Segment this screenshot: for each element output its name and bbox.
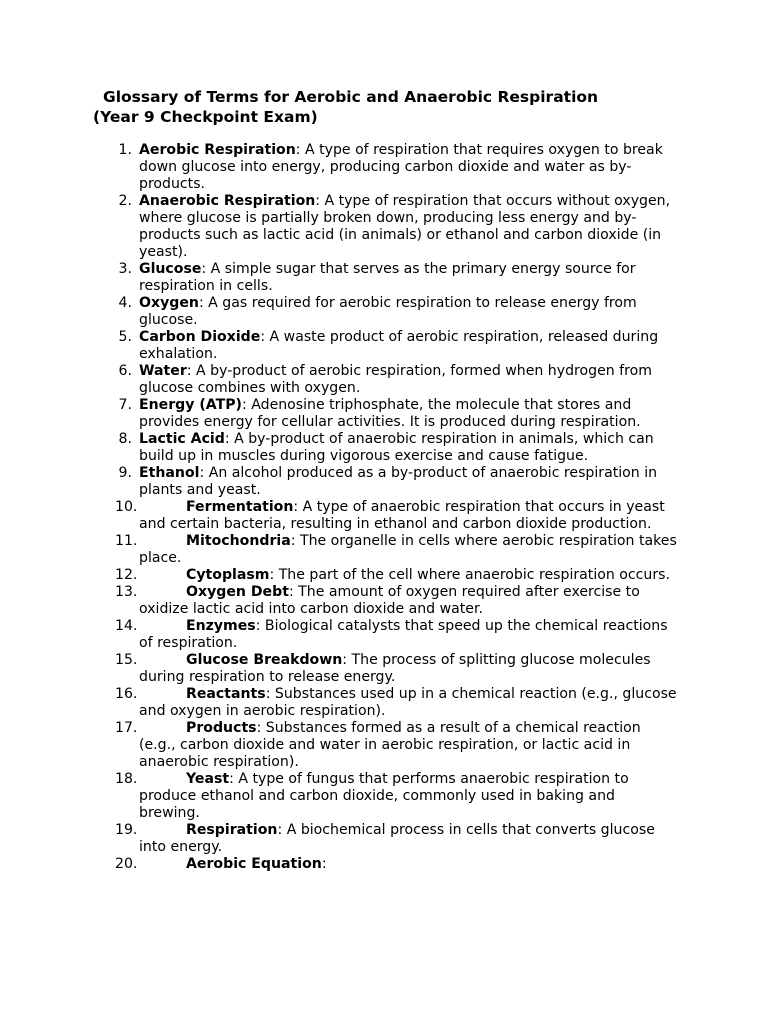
- entry-term: Fermentation: [186, 499, 294, 515]
- glossary-entry: [0, 329, 679, 363]
- entry-term: Glucose: [139, 261, 202, 277]
- entry-term: Lactic Acid: [139, 431, 225, 447]
- entry-term: Anaerobic Respiration: [139, 193, 316, 209]
- title-line-1: Glossary of Terms for Aerobic and Anaerobic Respiration: [103, 88, 599, 106]
- glossary-entry: [0, 397, 679, 431]
- glossary-entry: [0, 499, 679, 533]
- glossary-entry: [0, 363, 679, 397]
- entry-term: Glucose Breakdown: [186, 652, 343, 668]
- entry-definition: : Biological catalysts that speed up the chemical reactions of respiration.: [139, 618, 668, 651]
- entry-number: 20.: [115, 856, 138, 872]
- document-title: [93, 87, 713, 127]
- entry-definition: : The organelle in cells where aerobic respiration takes place.: [139, 533, 677, 566]
- entry-definition: : A type of respiration that requires oxygen to break down glucose into energy, producing carbon dioxide and water as by-products.: [139, 142, 663, 192]
- entry-term: Mitochondria: [186, 533, 291, 549]
- glossary-entry: [0, 686, 679, 720]
- entry-definition: : The amount of oxygen required after exercise to oxidize lactic acid into carbon dioxide and water.: [139, 584, 640, 617]
- entry-definition: : A type of anaerobic respiration that occurs in yeast and certain bacteria, resulting in ethanol and carbon dioxide production.: [139, 499, 665, 532]
- title-line-2: (Year 9 Checkpoint Exam): [93, 108, 318, 126]
- entry-definition: : Adenosine triphosphate, the molecule that stores and provides energy for cellular activities. It is produced during respiration.: [139, 397, 641, 430]
- entry-term: Aerobic Respiration: [139, 142, 296, 158]
- entry-number: 12.: [115, 567, 138, 583]
- entry-number: 10.: [115, 499, 138, 515]
- entry-term: Aerobic Equation: [186, 856, 322, 872]
- entry-number: 19.: [115, 822, 138, 838]
- glossary-entry: [0, 465, 679, 499]
- glossary-entry: [0, 584, 679, 618]
- entry-number: 11.: [115, 533, 138, 549]
- entry-number: 5.: [118, 329, 132, 345]
- glossary-entry: [0, 533, 679, 567]
- entry-number: 17.: [115, 720, 138, 736]
- entry-term: Ethanol: [139, 465, 200, 481]
- entry-term: Respiration: [186, 822, 278, 838]
- entry-term: Water: [139, 363, 187, 379]
- entry-definition: : A by-product of aerobic respiration, formed when hydrogen from glucose combines with oxygen.: [139, 363, 652, 396]
- entry-definition: : The process of splitting glucose molecules during respiration to release energy.: [139, 652, 651, 685]
- entry-definition: : Substances formed as a result of a chemical reaction (e.g., carbon dioxide and water in aerobic respiration, or lactic acid in anaerobic respiration).: [139, 720, 641, 770]
- entry-definition: : A simple sugar that serves as the primary energy source for respiration in cells.: [139, 261, 636, 294]
- entry-term: Yeast: [186, 771, 230, 787]
- entry-definition: : A gas required for aerobic respiration to release energy from glucose.: [139, 295, 637, 328]
- glossary-entry: [0, 822, 679, 856]
- entry-number: 16.: [115, 686, 138, 702]
- entry-definition: : A biochemical process in cells that converts glucose into energy.: [139, 822, 655, 855]
- entry-number: 2.: [118, 193, 132, 209]
- glossary-entry: [0, 193, 679, 261]
- entry-number: 14.: [115, 618, 138, 634]
- entry-term: Carbon Dioxide: [139, 329, 261, 345]
- entry-number: 15.: [115, 652, 138, 668]
- glossary-entry: [0, 771, 679, 822]
- glossary-entry: [0, 142, 679, 193]
- entry-number: 3.: [118, 261, 132, 277]
- glossary-entry: [0, 618, 679, 652]
- glossary-entry: [0, 652, 679, 686]
- glossary-entry: [0, 295, 679, 329]
- entry-definition: :: [321, 856, 327, 872]
- glossary-list: [0, 142, 768, 873]
- entry-term: Oxygen Debt: [186, 584, 289, 600]
- glossary-entry: [0, 720, 679, 771]
- entry-number: 18.: [115, 771, 138, 787]
- entry-definition: : An alcohol produced as a by-product of anaerobic respiration in plants and yeast.: [139, 465, 658, 498]
- entry-number: 8.: [118, 431, 132, 447]
- entry-definition: : A type of fungus that performs anaerobic respiration to produce ethanol and carbon dioxide, commonly used in baking and brewing.: [139, 771, 629, 821]
- entry-number: 13.: [115, 584, 138, 600]
- entry-term: Oxygen: [139, 295, 199, 311]
- entry-definition: : The part of the cell where anaerobic respiration occurs.: [269, 567, 670, 583]
- entry-definition: : A waste product of aerobic respiration, released during exhalation.: [139, 329, 659, 362]
- glossary-entry: [0, 261, 679, 295]
- entry-number: 7.: [118, 397, 132, 413]
- entry-term: Products: [186, 720, 257, 736]
- glossary-entry: [0, 431, 679, 465]
- entry-term: Energy (ATP): [139, 397, 242, 413]
- entry-number: 9.: [118, 465, 132, 481]
- entry-number: 6.: [118, 363, 132, 379]
- entry-term: Reactants: [186, 686, 266, 702]
- entry-definition: : A by-product of anaerobic respiration in animals, which can build up in muscles during vigorous exercise and cause fatigue.: [139, 431, 654, 464]
- entry-number: 1.: [118, 142, 132, 158]
- entry-term: Cytoplasm: [186, 567, 270, 583]
- glossary-entry: [0, 856, 679, 873]
- entry-term: Enzymes: [186, 618, 256, 634]
- entry-definition: : A type of respiration that occurs without oxygen, where glucose is partially broken down, producing less energy and by-products such as lactic acid (in animals) or ethanol and carbon dioxide (in yeast).: [139, 193, 671, 260]
- entry-number: 4.: [118, 295, 132, 311]
- entry-definition: : Substances used up in a chemical reaction (e.g., glucose and oxygen in aerobic respiration).: [139, 686, 677, 719]
- glossary-entry: [0, 567, 679, 584]
